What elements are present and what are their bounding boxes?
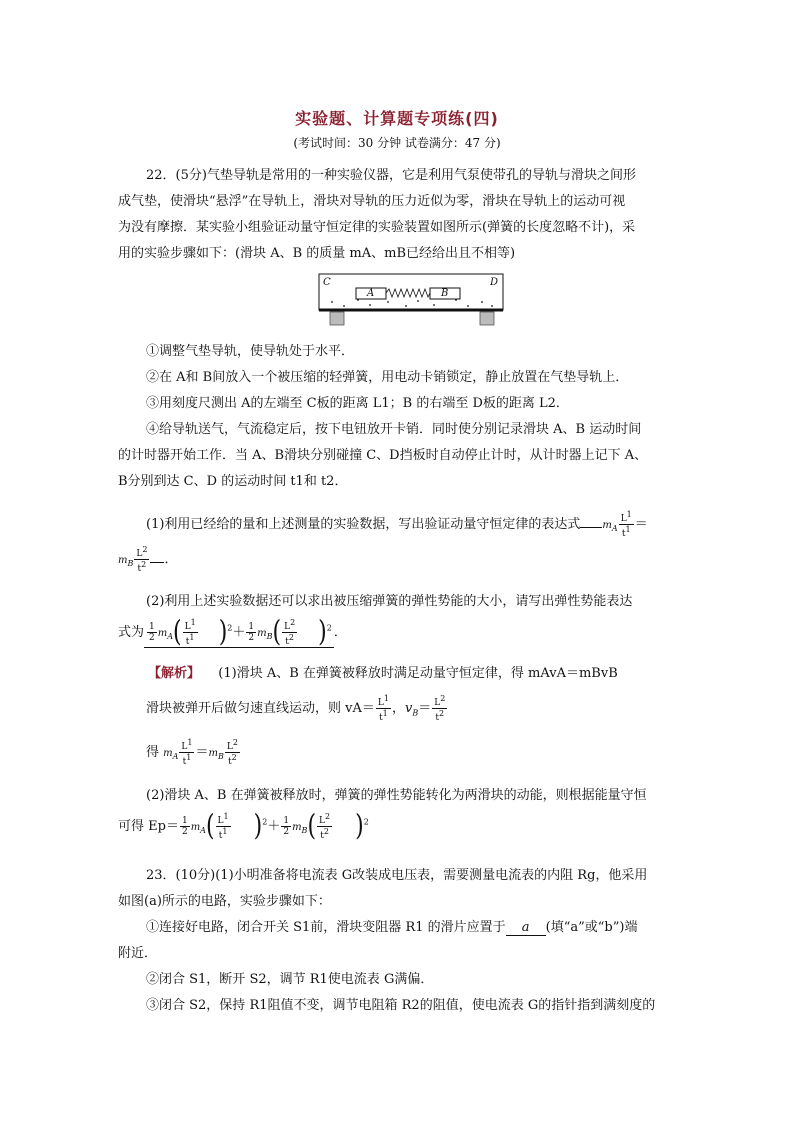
q22-line-3: 为没有摩擦．某实验小组验证动量守恒定律的实验装置如图所示(弹簧的长度忽略不计)，采	[118, 220, 636, 235]
air-track-figure	[318, 272, 504, 328]
q22-line-4: 用的实验步骤如下：(滑块 A、B 的质量 mA、mB已经给出且不相等)	[118, 246, 516, 261]
q23-line-1: 23．(10分)(1)小明准备将电流表 G改装成电压表，需要测量电流表的内阻 Rg，他采用	[146, 868, 648, 883]
q22-step-4b: 的计时器开始工作．当 A、B滑块分别碰撞 C、D挡板时自动停止计时，从计时器上记下 A、	[118, 448, 648, 463]
analysis-text-3: 得	[146, 745, 164, 760]
q22-step-1: ①调整气垫导轨，使导轨处于水平．	[146, 344, 355, 359]
q22-step-4a: ④给导轨送气，气流稳定后，按下电钮放开卡销．同时使分别记录滑块 A、B 运动时间	[146, 422, 642, 437]
q22-part2-a: (2)利用上述实验数据还可以求出被压缩弹簧的弹性势能的大小，请写出弹性势能表达	[146, 594, 633, 609]
figure-label-b: B	[441, 288, 449, 299]
q23-step-1-cont: 附近．	[118, 946, 158, 961]
q23-step-2: ②闭合 S1，断开 S2，调节 R1使电流表 G满偏．	[146, 972, 434, 987]
analysis-tag: 【解析】	[148, 666, 201, 681]
q22-part2-label: 式为	[118, 625, 145, 640]
q22-step-2: ②在 A和 B间放入一个被压缩的轻弹簧，用电动卡销锁定，静止放置在气垫导轨上．	[146, 370, 629, 385]
q22-part1-text: (1)利用已经给的量和上述测量的实验数据，写出验证动量守恒定律的表达式	[146, 517, 581, 532]
page-subtitle: (考试时间：30 分钟 试卷满分：47 分)	[293, 136, 501, 150]
figure-label-c: C	[323, 277, 331, 288]
q22-line-1: 22．(5分)气垫导轨是常用的一种实验仪器，它是利用气泵使带孔的导轨与滑块之间形	[146, 168, 636, 183]
q23-step-1-tail: (填“a”或“b”)端	[545, 920, 638, 935]
q23-step-3: ③闭合 S2，保持 R1阻值不变，调节电阻箱 R2的阻值，使电流表 G的指针指到满刻度的	[146, 998, 656, 1013]
q22-part2-b: 式为 $\frac{1}{2}$ $m_A$( $\frac{L^1}{t^1}$ )$^2$＋ $\frac{1}{2}$ $m_B$( $\frac{L^2}{t^2}$ )$^2$ ．	[118, 615, 347, 649]
page-title: 实验题、计算题专项练(四)	[295, 109, 499, 128]
analysis-row-5: 可得 Ep＝ $\frac{1}{2}$ $m_A$( $\frac{L^1}{t^1}$ )$^2$＋ $\frac{1}{2}$ $m_B$( $\frac{L^2}{t^2}$ )$^2$	[118, 809, 369, 843]
analysis-text-2: 滑块被弹开后做匀速直线运动，则 vA＝	[146, 701, 375, 716]
q22-step-4c: B分别到达 C、D 的运动时间 t1和 t2．	[118, 474, 348, 489]
q22-line-2: 成气垫，使滑块“悬浮”在导轨上，滑块对导轨的压力近似为零，滑块在导轨上的运动可视	[118, 194, 626, 209]
q23-line-2: 如图(a)所示的电路，实验步骤如下：	[118, 894, 331, 909]
q23-step-1-answer: a	[506, 920, 546, 936]
figure-label-d: D	[490, 277, 499, 288]
figure-label-a: A	[367, 288, 375, 299]
analysis-row-4: (2)滑块 A、B 在弹簧被释放时，弹簧的弹性势能转化为两滑块的动能，则根据能量守恒	[146, 788, 647, 803]
analysis-row-1	[148, 662, 618, 681]
analysis-row-2: 滑块被弹开后做匀速直线运动，则 vA＝ $\frac{L^1}{t^1}$ ，$v_B=$ $\frac{L^2}{t^2}$	[146, 694, 446, 723]
q22-part1-cont: $m_B$ $\frac{L^2}{t^2}$ ．	[118, 545, 178, 574]
analysis-text-1: (1)滑块 A、B 在弹簧被释放时满足动量守恒定律，得 mAvA＝mBvB	[218, 666, 618, 681]
analysis-text-5: 可得 Ep＝	[118, 819, 179, 834]
analysis-row-3: 得 $m_A$ $\frac{L^1}{t^1}$ $=m_B$ $\frac{L^2}{t^2}$	[146, 738, 238, 767]
q22-part1: (1)利用已经给的量和上述测量的实验数据，写出验证动量守恒定律的表达式 $m_A$ $\frac{L^1}{t^1}$ ＝	[146, 510, 648, 539]
q23-step-1	[146, 916, 637, 936]
q22-step-3: ③用刻度尺测出 A的左端至 C板的距离 L1；B 的右端至 D板的距离 L2．	[146, 396, 569, 411]
q23-step-1-text: ①连接好电路，闭合开关 S1前，滑块变阻器 R1 的滑片应置于	[146, 920, 506, 935]
